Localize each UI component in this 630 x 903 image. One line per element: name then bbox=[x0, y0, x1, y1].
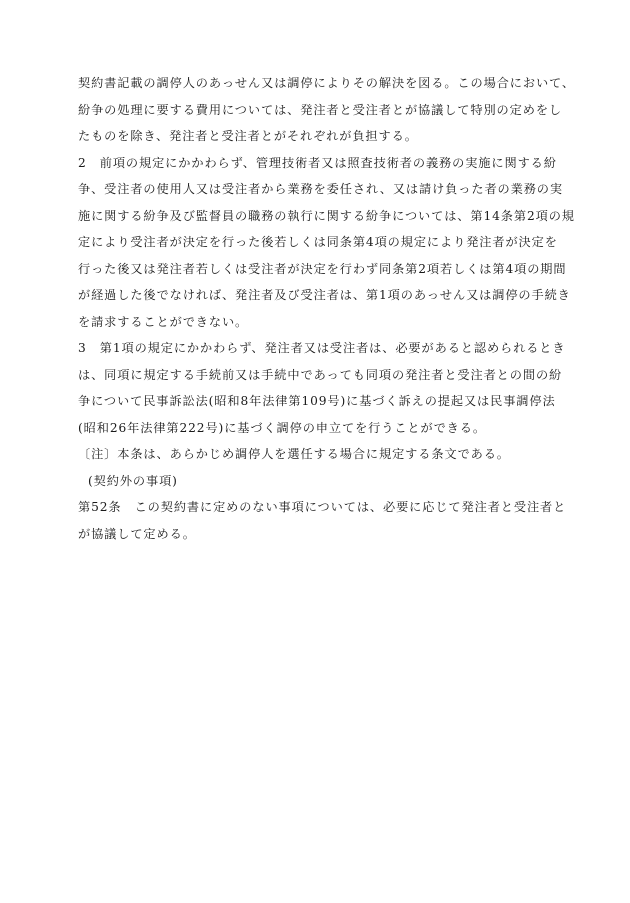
article-heading: (契約外の事項) bbox=[88, 473, 178, 488]
text-line: 施に関する紛争及び監督員の職務の執行に関する紛争については、第14条第2項の規 bbox=[78, 208, 575, 223]
text-line: 契約書記載の調停人のあっせん又は調停によりその解決を図る。この場合において、 bbox=[78, 76, 575, 90]
text-line: 争、受注者の使用人又は受注者から業務を委任され、又は請け負った者の業務の実 bbox=[78, 182, 563, 196]
document-page bbox=[78, 70, 575, 547]
text-line: 第52条 この契約書に定めのない事項については、必要に応じて発注者と受注者と bbox=[78, 500, 567, 514]
text-line: 争について民事訴訟法(昭和8年法律第109号)に基づく訴えの提起又は民事調停法 bbox=[78, 394, 556, 408]
text-line: 3 第1項の規定にかかわらず、発注者又は受注者は、必要があると認められるとき bbox=[78, 341, 566, 355]
text-line: (昭和26年法律第222号)に基づく調停の申立てを行うことができる。 bbox=[78, 420, 486, 435]
text-line: を請求することができない。 bbox=[78, 314, 249, 329]
text-line: 紛争の処理に要する費用については、発注者と受注者とが協議して特別の定めをし bbox=[78, 102, 562, 117]
text-line: は、同項に規定する手続前又は手続中であっても同項の発注者と受注者との間の紛 bbox=[78, 367, 563, 382]
text-line: が協議して定める。 bbox=[78, 526, 196, 541]
note-line: 〔注〕本条は、あらかじめ調停人を選任する場合に規定する条文である。 bbox=[78, 447, 510, 461]
text-line: が経過した後でなければ、発注者及び受注者は、第1項のあっせん又は調停の手続き bbox=[78, 288, 571, 302]
text-line: たものを除き、発注者と受注者とがそれぞれが負担する。 bbox=[78, 129, 418, 143]
text-line: 定により受注者が決定を行った後若しくは同条第4項の規定により発注者が決定を bbox=[78, 235, 558, 249]
text-line: 行った後又は発注者若しくは受注者が決定を行わず同条第2項若しくは第4項の期間 bbox=[78, 261, 567, 276]
text-line: 2 前項の規定にかかわらず、管理技術者又は照査技術者の義務の実施に関する紛 bbox=[78, 155, 557, 170]
